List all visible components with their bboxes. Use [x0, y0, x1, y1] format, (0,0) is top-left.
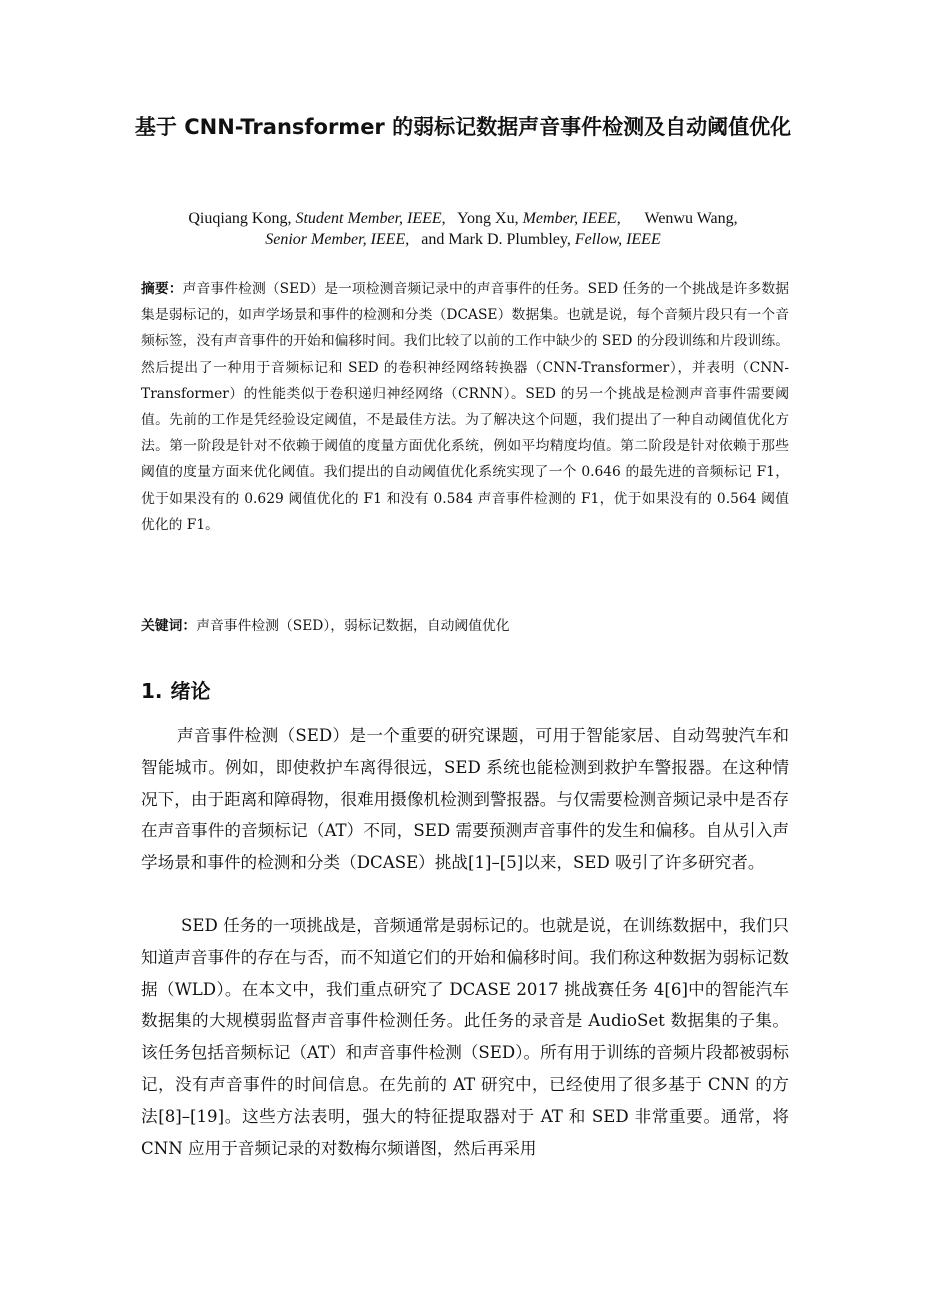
keywords-label: 关键词： [141, 618, 197, 634]
author-name: Wenwu Wang, [644, 210, 738, 227]
author-role: Student Member, IEEE [295, 210, 442, 227]
section-heading [141, 676, 211, 706]
author-list: Qiuqiang Kong, Student Member, IEEE, Yong Xu, Member, IEEE, Wenwu Wang, Senior Member, IEEE, and Mark D. Plumbley, Fellow, IEEE [188, 210, 738, 248]
abstract [141, 276, 789, 538]
author-name: and Mark D. Plumbley, [421, 231, 571, 248]
section-number: 1. [141, 679, 163, 703]
paper-title: 基于 CNN-Transformer 的弱标记数据声音事件检测及自动阈值优化 [134, 115, 792, 139]
author-role: Fellow, IEEE [574, 231, 661, 248]
keywords-text: 声音事件检测（SED），弱标记数据，自动阈值优化 [196, 618, 510, 634]
author-name: Yong Xu, [457, 210, 519, 227]
author-role: Member, IEEE [522, 210, 617, 227]
abstract-text: 声音事件检测（SED）是一项检测音频记录中的声音事件的任务。SED 任务的一个挑战是许多数据集是弱标记的，如声学场景和事件的检测和分类（DCASE）数据集。也就是说，每个音频片段只有一个音频标签，没有声音事件的开始和偏移时间。我们比较了以前的工作中缺少的 SED 的分段训练和片段训练。然后提出了一种用于音频标记和 SED 的卷积神经网络转换器（CNN-Transformer），并表明（CNN-Transformer）的性能类似于卷积递归神经网络（CRNN）。SED 的另一个挑战是检测声音事件需要阈值。先前的工作是凭经验设定阈值，不是最佳方法。为了解决这个问题，我们提出了一种自动阈值优化方法。第一阶段是针对不依赖于阈值的度量方面优化系统，例如平均精度均值。第二阶段是针对依赖于那些阈值的度量方面来优化阈值。我们提出的自动阈值优化系统实现了一个 0.646 的最先进的音频标记 F1，优于如果没有的 0.629 阈值优化的 F1 和没有 0.584 声音事件检测的 F1，优于如果没有的 0.564 阈值优化的 F1。 [141, 281, 790, 533]
section-title: 绪论 [170, 679, 211, 703]
keywords [141, 613, 789, 639]
body-paragraph: 声音事件检测（SED）是一个重要的研究课题，可用于智能家居、自动驾驶汽车和智能城市。例如，即使救护车离得很远，SED 系统也能检测到救护车警报器。在这种情况下，由于距离和障碍物，很难用摄像机检测到警报器。与仅需要检测音频记录中是否存在声音事件的音频标记（AT）不同，SED 需要预测声音事件的发生和偏移。自从引入声学场景和事件的检测和分类（DCASE）挑战[1]–[5]以来，SED 吸引了许多研究者。 [141, 726, 789, 873]
abstract-label: 摘要： [141, 281, 183, 297]
body-paragraph: SED 任务的一项挑战是，音频通常是弱标记的。也就是说，在训练数据中，我们只知道声音事件的存在与否，而不知道它们的开始和偏移时间。我们称这种数据为弱标记数据（WLD）。在本文中，我们重点研究了 DCASE 2017 挑战赛任务 4[6]中的智能汽车数据集的大规模弱监督声音事件检测任务。此任务的录音是 AudioSet 数据集的子集。该任务包括音频标记（AT）和声音事件检测（SED）。所有用于训练的音频片段都被弱标记，没有声音事件的时间信息。在先前的 AT 研究中，已经使用了很多基于 CNN 的方法[8]–[19]。这些方法表明，强大的特征提取器对于 AT 和 SED 非常重要。通常，将 CNN 应用于音频记录的对数梅尔频谱图，然后再采用 [141, 916, 790, 1158]
author-role: Senior Member, IEEE [265, 231, 406, 248]
author-name: Qiuqiang Kong, [188, 210, 292, 227]
